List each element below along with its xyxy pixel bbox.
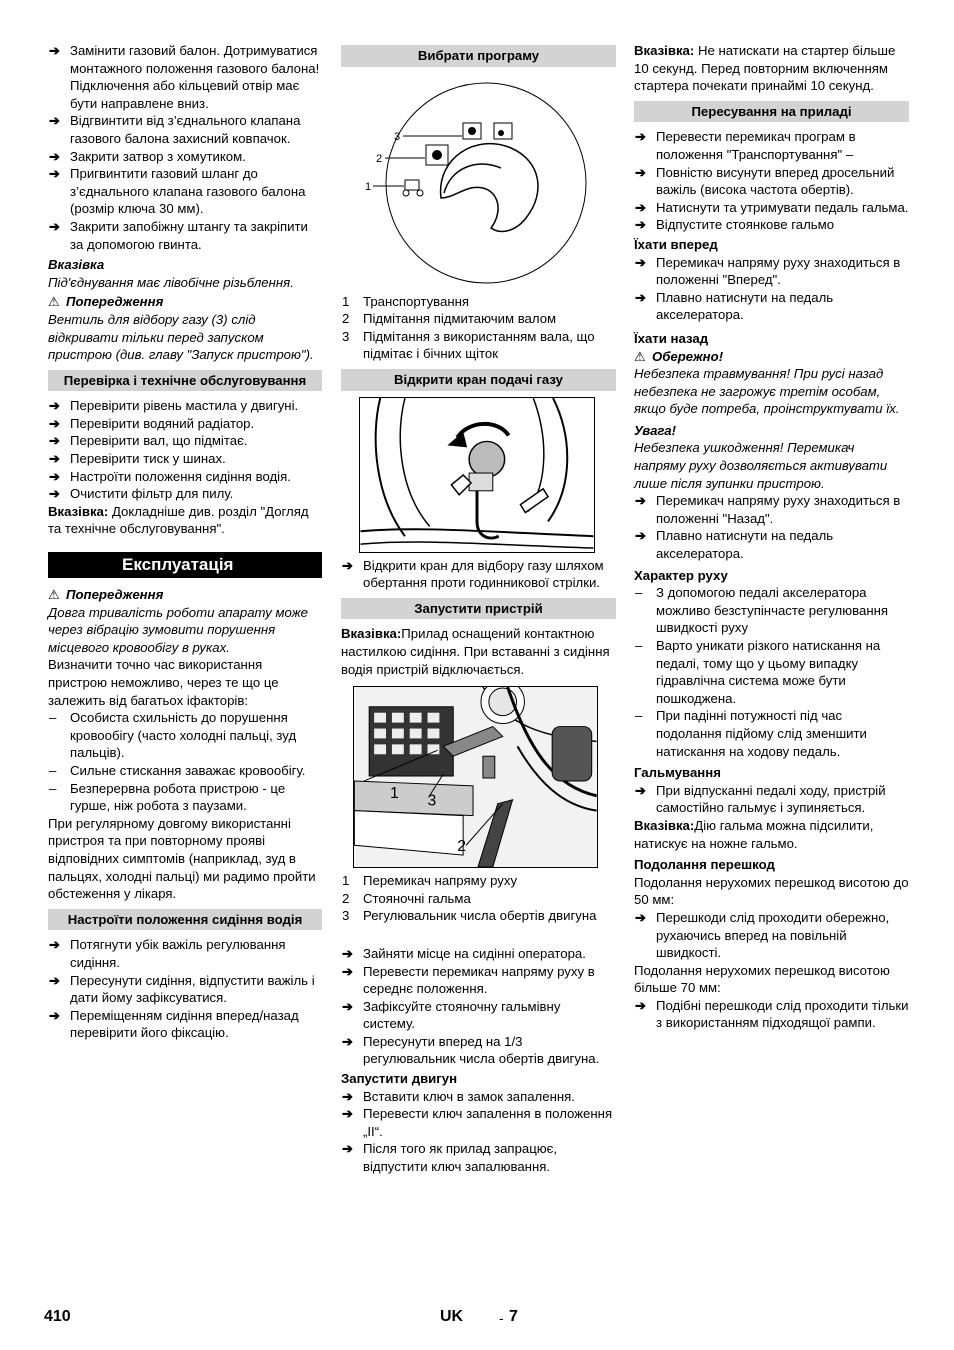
- dashboard-figure: [353, 686, 616, 868]
- arrow-list: [634, 909, 909, 962]
- arrow-list-item: ➔ Відгвинтити від з’єднального клапана газового балона захисний ковпачок.: [49, 113, 301, 146]
- section-title: Перевірка і технічне обслуговування: [48, 370, 322, 392]
- arrow-bullet-icon: ➔: [342, 1106, 353, 1122]
- dash-bullet: –: [635, 585, 643, 601]
- dash-list-item: – При падінні потужності під час подолання підйому слід зменшити натискання на ходову педаль.: [635, 708, 867, 759]
- subheading: Їхати назад: [634, 330, 709, 346]
- arrow-bullet-icon: ➔: [635, 909, 646, 925]
- arrow-list-item: ➔ Перемикач напряму руху знаходиться в положенні "Назад".: [635, 493, 901, 526]
- arrow-bullet-icon: ➔: [49, 398, 60, 414]
- dash-list: [48, 709, 322, 815]
- arrow-list: [634, 492, 909, 562]
- dash-list-item: – Варто уникати різкого натискання на педалі, тому що у цьому випадку гідравлічна система може бути пошкоджена.: [635, 638, 881, 706]
- column-1: [48, 42, 322, 1042]
- dash-list-item: – Особиста схильність до порушення кровообігу (часто холодні пальці, зуд пальців).: [49, 710, 297, 761]
- arrow-bullet-icon: ➔: [49, 972, 60, 988]
- note-paragraph: Вказівка:Прилад оснащений контактною настилкою сидіння. При вставанні з сидіння водія пристрій відключається.: [341, 626, 610, 677]
- numbered-list: [341, 872, 616, 925]
- warning-heading: ⚠ Попередження: [48, 587, 164, 603]
- numbered-list-item: 1 Транспортування: [342, 293, 470, 309]
- arrow-list-item: ➔ Плавно натиснути на педаль акселератора.: [635, 528, 834, 562]
- arrow-list: [634, 997, 909, 1032]
- warning-text: Довга тривалість роботи апарату може через вібрацію зумовити порушення місцевого кровообігу в руках.: [48, 604, 308, 655]
- arrow-bullet-icon: ➔: [342, 998, 353, 1014]
- arrow-list-item: ➔ Переміщенням сидіння вперед/назад перевірити його фіксацію.: [49, 1007, 299, 1041]
- arrow-bullet-icon: ➔: [49, 451, 60, 467]
- dash-list-item: – Сильне стискання заважає кровообігу.: [49, 762, 306, 778]
- arrow-list-item: ➔ Зайняти місце на сидінні оператора.: [342, 945, 586, 961]
- note-text: Під'єднування має лівобічне різьблення.: [48, 274, 294, 290]
- arrow-list-item: ➔ Перевести ключ запалення в положення „II“.: [342, 1106, 613, 1139]
- arrow-list-item: ➔ Перевести перемикач програм в положення "Транспортування" –: [635, 129, 856, 162]
- caution-heading: ⚠ Обережно!: [634, 348, 724, 364]
- arrow-list-item: ➔ Перевірити водяний радіатор.: [49, 415, 255, 431]
- item-number: 2: [342, 311, 350, 327]
- arrow-list-item: ➔ Натиснути та утримувати педаль гальма.: [635, 199, 909, 215]
- arrow-list-item: ➔ Вставити ключ в замок запалення.: [342, 1088, 575, 1104]
- column-2: [341, 42, 616, 1176]
- dash-bullet: –: [49, 762, 57, 778]
- arrow-bullet-icon: ➔: [49, 486, 60, 502]
- arrow-bullet-icon: ➔: [49, 415, 60, 431]
- chapter-title: Експлуатація: [48, 552, 322, 578]
- arrow-bullet-icon: ➔: [635, 129, 646, 145]
- item-number: 2: [342, 890, 350, 906]
- arrow-list-item: ➔ Подібні перешкоди слід проходити тільки з використанням підходящої рампи.: [635, 997, 909, 1031]
- subheading: Характер руху: [634, 567, 728, 583]
- dash-bullet: –: [635, 638, 643, 653]
- note-label: Вказівка: [48, 257, 105, 273]
- numbered-list: [341, 293, 616, 363]
- attention-text: Небезпека ушкодження! Перемикач напряму руху дозволяється активувати лише після зупинки пристрою.: [634, 440, 888, 491]
- arrow-list-item: ➔ Настроїти положення сидіння водія.: [49, 468, 291, 484]
- section-title: Відкрити кран подачі газу: [341, 369, 616, 391]
- numbered-list-item: 2 Підмітання підмитаючим валом: [342, 311, 557, 327]
- program-dial-illustration: [341, 73, 616, 293]
- subheading: Гальмування: [634, 765, 721, 781]
- arrow-bullet-icon: ➔: [342, 1141, 353, 1157]
- arrow-list: [48, 936, 322, 1042]
- numbered-list-item: 2 Стояночні гальма: [342, 890, 471, 906]
- arrow-list-item: ➔ При відпусканні педалі ходу, пристрій самостійно гальмує і зупиняється.: [635, 782, 886, 816]
- figure-label: 1: [365, 180, 372, 193]
- arrow-bullet-icon: ➔: [635, 289, 646, 305]
- section-title: Вибрати програму: [341, 45, 616, 67]
- figure-label: 2: [376, 152, 383, 165]
- arrow-bullet-icon: ➔: [342, 1033, 353, 1049]
- warning-text: Вентиль для відбору газу (3) слід відкривати тільки перед запуском пристрою (див. главу "Запуск пристрою").: [48, 311, 314, 363]
- arrow-bullet-icon: ➔: [635, 493, 646, 509]
- paragraph: Подолання нерухомих перешкод висотою до 50 мм:: [634, 874, 909, 908]
- arrow-list-item: ➔ Повністю висунути вперед дросельний важіль (висока частота обертів).: [635, 164, 895, 198]
- page-number: 410: [44, 1308, 71, 1325]
- arrow-list-item: ➔ Пересунути вперед на 1/3 регулювальник числа обертів двигуна.: [342, 1033, 600, 1067]
- item-number: 1: [342, 873, 350, 889]
- attention-heading: Увага!: [634, 422, 676, 438]
- warning-heading: ⚠ Попередження: [48, 294, 164, 310]
- arrow-bullet-icon: ➔: [635, 217, 646, 233]
- arrow-list-item: ➔ Перешкоди слід проходити обережно, рухаючись вперед на повільній швидкості.: [635, 909, 890, 961]
- figure-label: 3: [394, 130, 401, 143]
- arrow-list: [48, 42, 322, 253]
- arrow-bullet-icon: ➔: [49, 433, 60, 449]
- arrow-list-item: ➔ Пригвинтити газовий шланг до з’єднального клапана газового балона (розмір ключа 30 мм).: [49, 166, 306, 217]
- arrow-list: [634, 782, 909, 817]
- section-title: Пересування на приладі: [634, 101, 909, 123]
- arrow-list: [48, 397, 322, 503]
- arrow-list-item: ➔ Відкрити кран для відбору газу шляхом обертання проти годинникової стрілки.: [342, 557, 604, 591]
- figure-label: 3: [427, 792, 437, 810]
- arrow-list-item: ➔ Замінити газовий балон. Дотримуватися монтажного положення газового балона! Підключення або кільцевий отвір має бути направлене вниз.: [49, 43, 320, 111]
- arrow-list-item: ➔ Очистити фільтр для пилу.: [49, 486, 234, 502]
- numbered-list-item: 3 Підмітання з використанням вала, що підмітає і бічних щіток: [342, 328, 595, 362]
- arrow-bullet-icon: ➔: [342, 945, 353, 961]
- arrow-list-item: ➔ Після того як прилад запрацює, відпустити ключ запалювання.: [342, 1141, 558, 1175]
- footer-separator: -: [499, 1310, 504, 1326]
- paragraph: При регулярному довгому використанні пристроя та при повторному прояві відповідних симптомів (наприклад, зуд в пальцях, холодні пальці) ми радимо пройти обстеження у лікаря.: [48, 815, 316, 902]
- warning-icon: ⚠: [634, 348, 646, 364]
- note-paragraph: Вказівка: Докладніше див. розділ "Догляд та технічне обслуговування".: [48, 503, 309, 537]
- arrow-list: [634, 128, 909, 234]
- dashboard-illustration: [353, 686, 598, 868]
- numbered-list-item: 1 Перемикач напряму руху: [342, 873, 518, 889]
- arrow-list: [341, 1088, 616, 1176]
- arrow-bullet-icon: ➔: [342, 1088, 353, 1104]
- arrow-bullet-icon: ➔: [49, 148, 60, 164]
- arrow-list-item: ➔ Перевести перемикач напряму руху в середнє положення.: [342, 963, 595, 997]
- arrow-bullet-icon: ➔: [635, 199, 646, 215]
- arrow-bullet-icon: ➔: [49, 43, 60, 58]
- caution-text: Небезпека травмування! При русі назад небезпека не загрожує третім особам, якщо буде потреба, проінструктувати їх.: [634, 366, 900, 417]
- numbered-list-item: 3 Регулювальник числа обертів двигуна: [342, 908, 597, 924]
- arrow-list: [341, 945, 616, 1068]
- section-title: Запустити пристрій: [341, 598, 616, 620]
- gas-valve-illustration: [359, 397, 595, 553]
- dash-bullet: –: [635, 708, 643, 724]
- arrow-list: [341, 557, 616, 592]
- arrow-list-item: ➔ Закрити запобіжну штангу та закріпити за допомогою гвинта.: [49, 218, 308, 252]
- section-page-number: 7: [509, 1308, 518, 1325]
- warning-icon: ⚠: [48, 587, 60, 603]
- dash-list-item: – З допомогою педалі акселератора можливо безступінчасте регулювання швидкості руху: [635, 585, 889, 636]
- arrow-bullet-icon: ➔: [49, 468, 60, 484]
- item-number: 3: [342, 328, 350, 344]
- warning-icon: ⚠: [48, 294, 60, 310]
- arrow-bullet-icon: ➔: [342, 963, 353, 979]
- arrow-bullet-icon: ➔: [49, 113, 60, 129]
- arrow-bullet-icon: ➔: [635, 164, 646, 180]
- arrow-list: [634, 254, 909, 324]
- dash-list-item: – Безперервна робота пристрою - це гурше, ніж робота з паузами.: [49, 780, 286, 814]
- arrow-list-item: ➔ Перевірити тиск у шинах.: [49, 451, 226, 467]
- item-number: 1: [342, 293, 350, 309]
- arrow-list-item: ➔ Потягнути убік важіль регулювання сидіння.: [49, 937, 286, 970]
- paragraph: Подолання нерухомих перешкод висотою більше 70 мм:: [634, 962, 890, 996]
- arrow-bullet-icon: ➔: [49, 218, 60, 234]
- dash-bullet: –: [49, 780, 57, 796]
- arrow-bullet-icon: ➔: [342, 557, 353, 573]
- dash-bullet: –: [49, 710, 57, 726]
- column-3: [634, 42, 909, 1032]
- arrow-list-item: ➔ Перемикач напряму руху знаходиться в положенні "Вперед".: [635, 254, 901, 288]
- arrow-bullet-icon: ➔: [49, 937, 60, 953]
- arrow-bullet-icon: ➔: [635, 997, 646, 1013]
- arrow-bullet-icon: ➔: [49, 1007, 60, 1023]
- arrow-list-item: ➔ Перевірити вал, що підмітає.: [49, 433, 248, 449]
- arrow-list-item: ➔ Закрити затвор з хомутиком.: [49, 148, 246, 164]
- figure-label: 1: [389, 784, 399, 802]
- language-code: UK: [440, 1308, 464, 1325]
- arrow-bullet-icon: ➔: [635, 528, 646, 544]
- note-paragraph: Вказівка: Не натискати на стартер більше 10 секунд. Перед повторним включенням стартера почекати принаймі 10 секунд.: [634, 43, 896, 94]
- arrow-list-item: ➔ Зафіксуйте стояночну гальмівну систему.: [342, 998, 561, 1032]
- arrow-list-item: ➔ Пересунути сидіння, відпустити важіль і дати йому зафіксуватися.: [49, 972, 315, 1006]
- arrow-bullet-icon: ➔: [49, 166, 60, 182]
- arrow-list-item: ➔ Перевірити рівень мастила у двигуні.: [49, 398, 299, 414]
- subheading: Їхати вперед: [634, 236, 718, 252]
- program-selector-figure: [341, 73, 616, 293]
- arrow-list-item: ➔ Плавно натиснути на педаль акселератора.: [635, 289, 834, 323]
- figure-label: 2: [457, 838, 467, 856]
- item-number: 3: [342, 908, 350, 924]
- subheading: Запустити двигун: [341, 1071, 458, 1087]
- gas-valve-figure: [359, 397, 616, 553]
- arrow-bullet-icon: ➔: [635, 782, 646, 798]
- note-paragraph: Вказівка:Дію гальма можна підсилити, натискує на ножне гальмо.: [634, 817, 874, 851]
- section-title: Настроїти положення сидіння водія: [48, 909, 322, 931]
- paragraph: Визначити точно час використання пристрою неможливо, через те що це залежить від багатьох іфакторів:: [48, 657, 279, 708]
- dash-list: [634, 584, 909, 760]
- arrow-bullet-icon: ➔: [635, 254, 646, 270]
- arrow-list-item: ➔ Відпустите стоянкове гальмо: [635, 217, 835, 233]
- subheading: Подолання перешкод: [634, 857, 775, 873]
